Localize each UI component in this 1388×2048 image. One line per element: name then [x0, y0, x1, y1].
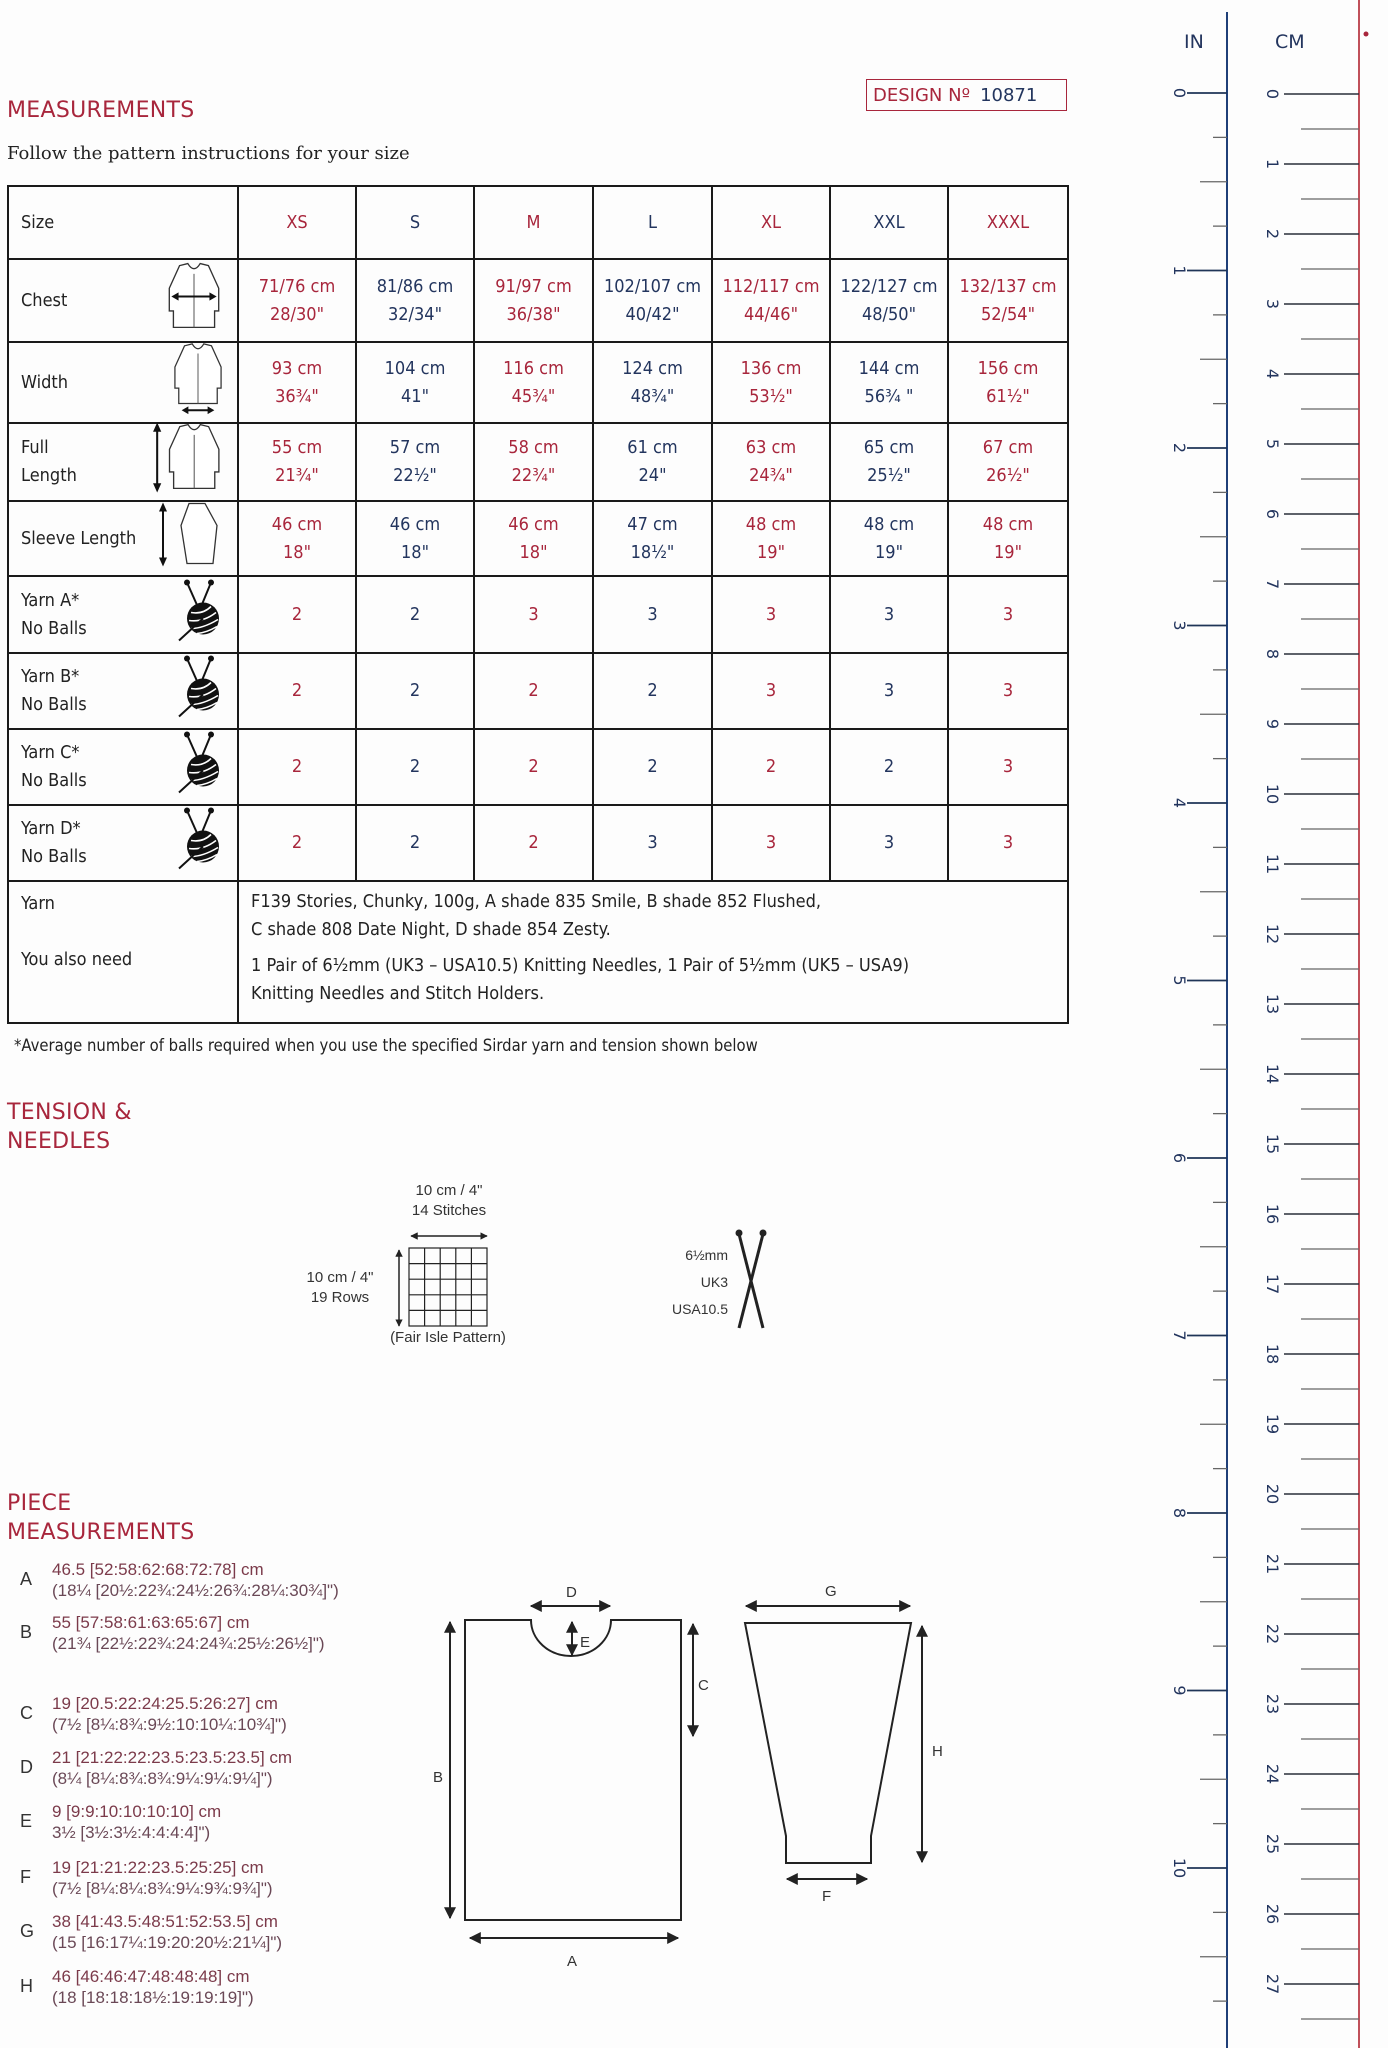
cm-value: 63 cm	[745, 437, 797, 458]
label-h: H	[932, 1743, 943, 1760]
inch-value: 56¾ "	[864, 385, 914, 407]
row-label: Full	[21, 437, 49, 458]
piece-letter: F	[20, 1867, 31, 1887]
piece-letter: C	[20, 1703, 33, 1723]
cm-value: 47 cm	[627, 513, 678, 535]
inch-value: 18"	[519, 541, 548, 563]
inch-tick-label: 3	[1170, 620, 1189, 631]
measurement-row-full-length	[8, 423, 1068, 501]
ruler-dot	[1364, 32, 1369, 37]
needles-description: 1 Pair of 6½mm (UK3 – USA10.5) Knitting Needles, 1 Pair of 5½mm (UK5 – USA9)	[251, 955, 910, 976]
length-garment-icon	[151, 422, 223, 503]
tension-stitches: 14 Stitches	[411, 1202, 487, 1219]
cm-value: 104 cm	[384, 357, 446, 379]
cm-tick-label: 11	[1263, 853, 1282, 875]
inch-value: 25½"	[867, 465, 911, 486]
inch-value: 61½"	[986, 385, 1030, 407]
cm-tick-label: 18	[1263, 1343, 1282, 1365]
cm-tick-label: 5	[1263, 438, 1282, 450]
body-piece-outline	[465, 1620, 681, 1920]
ball-count: 3	[883, 603, 895, 625]
ball-count: 2	[528, 832, 539, 853]
ball-count: 2	[647, 756, 658, 777]
tension-width-label	[404, 1181, 494, 1221]
yarn-description: F139 Stories, Chunky, 100g, A shade 835 Smile, B shade 852 Flushed,	[251, 891, 821, 912]
piece-cm: 46.5 [52:58:62:68:72:78] cm	[52, 1560, 264, 1579]
ball-count: 2	[765, 756, 777, 777]
no-balls-label: No Balls	[21, 770, 87, 791]
ball-count: 3	[765, 832, 777, 853]
label-b: B	[433, 1769, 444, 1786]
label-a: A	[567, 1953, 578, 1970]
piece-values	[52, 1559, 339, 1601]
label-c: C	[698, 1677, 709, 1694]
inch-tick-label: 4	[1170, 797, 1189, 809]
cm-tick-label: 8	[1263, 648, 1282, 660]
inch-value: 26½"	[986, 465, 1030, 486]
ball-count: 3	[883, 832, 895, 853]
piece-letter: H	[20, 1976, 33, 1996]
piece-inches: (7½ [8¼:8¼:8¾:9¼:9¾:9¾]")	[52, 1879, 273, 1898]
cm-tick-label: 22	[1263, 1623, 1282, 1645]
tension-height-measure: 10 cm / 4"	[306, 1269, 374, 1286]
piece-values	[52, 1801, 221, 1843]
cm-tick-label: 20	[1263, 1483, 1282, 1505]
label-d: D	[566, 1584, 577, 1601]
cm-value: 122/127 cm	[840, 275, 938, 297]
inch-tick-label: 10	[1170, 1857, 1189, 1879]
size-xl: XL	[760, 211, 782, 233]
cm-value: 48 cm	[745, 513, 797, 535]
ball-count: 2	[409, 832, 421, 853]
ball-count: 3	[647, 832, 658, 853]
inch-tick-label: 6	[1170, 1152, 1189, 1164]
cm-value: 46 cm	[508, 513, 559, 535]
cm-value: 71/76 cm	[258, 275, 336, 297]
size-xxl: XXL	[873, 211, 905, 233]
width-garment-icon	[173, 341, 223, 424]
inch-tick-label: 5	[1170, 975, 1189, 986]
cm-tick-label: 4	[1263, 368, 1282, 380]
inch-value: 53½"	[749, 385, 793, 407]
inch-value: 36¾"	[275, 385, 319, 407]
inch-tick-label: 2	[1170, 442, 1189, 454]
cm-tick-label: 3	[1263, 298, 1282, 310]
tension-width-measure: 10 cm / 4"	[415, 1182, 483, 1199]
row-label: Sleeve Length	[21, 527, 137, 549]
inch-value: 18"	[400, 541, 430, 563]
sleeve-piece-outline	[745, 1623, 911, 1863]
piece-heading-line2: MEASUREMENTS	[7, 1520, 195, 1545]
yarn-label: Yarn C*	[21, 742, 80, 763]
ball-count: 2	[528, 756, 539, 777]
ball-count: 2	[291, 832, 303, 853]
size-m: M	[526, 211, 541, 233]
cm-value: 65 cm	[863, 437, 915, 458]
measuring-ruler	[1140, 0, 1388, 2048]
footnote: *Average number of balls required when you use the specified Sirdar yarn and tension shown below	[14, 1036, 758, 1055]
cm-tick-label: 21	[1263, 1553, 1282, 1575]
inch-value: 24¾"	[749, 465, 793, 486]
label-g: G	[825, 1583, 837, 1600]
cm-tick-label: 25	[1263, 1833, 1282, 1855]
cm-value: 57 cm	[389, 437, 441, 458]
cm-value: 136 cm	[740, 357, 802, 379]
needle-uk: UK3	[700, 1274, 728, 1290]
inch-value: 18"	[282, 541, 312, 563]
tension-rows: 19 Rows	[310, 1289, 370, 1306]
piece-values	[52, 1857, 273, 1899]
piece-letter: D	[20, 1757, 33, 1777]
cm-value: 116 cm	[503, 357, 564, 379]
piece-inches: 3½ [3½:3½:4:4:4:4]")	[52, 1823, 211, 1842]
no-balls-label: No Balls	[21, 846, 87, 867]
inch-value: 24"	[638, 465, 667, 486]
piece-cm: 46 [46:46:47:48:48:48] cm	[52, 1967, 250, 1986]
ball-count: 3	[647, 603, 658, 625]
design-number: 10871	[980, 84, 1038, 106]
yarn-label: Yarn B*	[21, 666, 80, 687]
inch-value: 41"	[400, 385, 430, 407]
piece-cm: 19 [21:21:22:23.5:25:25] cm	[52, 1858, 264, 1877]
size-header-row	[8, 186, 1068, 259]
design-label: DESIGN Nº	[873, 84, 971, 106]
cm-value: 112/117 cm	[722, 275, 820, 297]
cm-value: 46 cm	[389, 513, 441, 535]
label-e: E	[580, 1634, 591, 1651]
ball-count: 3	[765, 680, 777, 701]
yarn-ball-icon	[173, 731, 223, 804]
piece-heading-line1: PIECE	[7, 1491, 72, 1516]
piece-inches: (15 [16:17¼:19:20:20½:21¼]")	[52, 1933, 283, 1952]
cm-tick-label: 6	[1263, 508, 1282, 520]
needle-us: USA10.5	[671, 1301, 728, 1317]
cm-tick-label: 16	[1263, 1203, 1282, 1225]
ball-count: 3	[528, 603, 539, 625]
cm-tick-label: 26	[1263, 1903, 1282, 1925]
cm-value: 61 cm	[627, 437, 678, 458]
piece-cm: 38 [41:43.5:48:51:52:53.5] cm	[52, 1912, 278, 1931]
size-label: Size	[21, 211, 55, 233]
inch-tick-label: 0	[1170, 87, 1189, 99]
piece-inches: (18 [18:18:18½:19:19:19]")	[52, 1988, 254, 2007]
piece-letter: A	[20, 1569, 33, 1589]
measurements-subtitle: Follow the pattern instructions for your size	[7, 143, 410, 164]
piece-letter: E	[20, 1811, 33, 1831]
cm-value: 58 cm	[508, 437, 559, 458]
inch-value: 36/38"	[506, 303, 561, 325]
size-s: S	[409, 211, 421, 233]
cm-value: 132/137 cm	[959, 275, 1057, 297]
yarn-ball-icon	[173, 807, 223, 880]
yarn-row	[8, 653, 1068, 729]
piece-letter: B	[20, 1622, 33, 1642]
ball-count: 2	[409, 680, 421, 701]
ball-count: 3	[765, 603, 777, 625]
yarn-row	[8, 729, 1068, 805]
inch-value: 48¾"	[630, 385, 675, 407]
tension-heading-line2: NEEDLES	[7, 1129, 111, 1154]
ball-count: 2	[647, 680, 658, 701]
measurement-row-chest	[8, 259, 1068, 342]
yarn-row	[8, 576, 1068, 653]
materials-row	[8, 881, 1068, 1023]
piece-inches: (21¾ [22½:22¾:24:24¾:25½:26½]")	[52, 1634, 325, 1653]
piece-diagram	[420, 1560, 1080, 1980]
inch-tick-label: 1	[1170, 265, 1189, 276]
cm-tick-label: 24	[1263, 1763, 1282, 1785]
inch-value: 44/46"	[743, 303, 799, 325]
yarn-ball-icon	[173, 655, 223, 728]
piece-inches: (7½ [8¼:8¾:9½:10:10¼:10¾]")	[52, 1715, 287, 1734]
ball-count: 2	[883, 756, 895, 777]
ball-count: 2	[409, 603, 421, 625]
row-label: Width	[21, 371, 69, 393]
design-number-box	[866, 79, 1067, 111]
needles-description: Knitting Needles and Stitch Holders.	[251, 983, 545, 1004]
row-label: Length	[21, 465, 77, 486]
cm-tick-label: 10	[1263, 783, 1282, 805]
piece-values	[52, 1966, 254, 2008]
no-balls-label: No Balls	[21, 694, 87, 715]
measurement-row-sleeve-length	[8, 501, 1068, 576]
cm-value: 55 cm	[271, 437, 323, 458]
cm-value: 144 cm	[858, 357, 920, 379]
ball-count: 2	[291, 756, 303, 777]
cm-tick-label: 15	[1263, 1133, 1282, 1155]
size-table	[7, 185, 1069, 1024]
yarn-label: Yarn D*	[21, 818, 81, 839]
piece-inches: (18¼ [20½:22¾:24½:26¾:28¼:30¾]")	[52, 1581, 339, 1600]
size-xxxl: XXXL	[986, 211, 1030, 233]
piece-values	[52, 1911, 282, 1953]
cm-tick-label: 14	[1263, 1063, 1282, 1085]
ball-count: 2	[291, 680, 303, 701]
tension-heading-line1: TENSION &	[7, 1100, 132, 1125]
swatch-grid	[409, 1248, 487, 1326]
ball-count: 3	[1002, 680, 1014, 701]
also-need-label: You also need	[21, 949, 133, 970]
piece-values	[52, 1693, 287, 1735]
piece-values	[52, 1612, 325, 1654]
row-label: Chest	[21, 289, 68, 311]
cm-tick-label: 7	[1263, 578, 1282, 590]
cm-tick-label: 9	[1263, 718, 1282, 730]
piece-cm: 9 [9:9:10:10:10:10] cm	[52, 1802, 222, 1821]
tension-pattern: (Fair Isle Pattern)	[390, 1329, 506, 1346]
cm-value: 91/97 cm	[495, 275, 572, 297]
cm-value: 156 cm	[977, 357, 1039, 379]
cm-value: 102/107 cm	[603, 275, 702, 297]
cm-value: 124 cm	[622, 357, 683, 379]
piece-inches: (8¼ [8¼:8¾:8¾:9¼:9¼:9¼]")	[52, 1769, 273, 1788]
ball-count: 3	[1002, 603, 1014, 625]
yarn-description: C shade 808 Date Night, D shade 854 Zesty.	[251, 919, 611, 940]
knitting-needles-icon	[733, 1228, 769, 1332]
cm-value: 81/86 cm	[376, 275, 454, 297]
cm-tick-label: 19	[1263, 1413, 1282, 1435]
needle-size-labels	[640, 1242, 728, 1323]
measurement-row-width	[8, 342, 1068, 423]
inch-value: 19"	[874, 541, 904, 563]
piece-cm: 55 [57:58:61:63:65:67] cm	[52, 1613, 250, 1632]
inch-value: 19"	[993, 541, 1023, 563]
ball-count: 3	[883, 680, 895, 701]
ball-count: 3	[1002, 756, 1014, 777]
yarn-label: Yarn A*	[21, 589, 80, 611]
cm-tick-label: 1	[1263, 158, 1282, 170]
ball-count: 2	[528, 680, 539, 701]
cm-label: CM	[1275, 31, 1305, 53]
cm-value: 93 cm	[271, 357, 323, 379]
inch-value: 32/34"	[387, 303, 443, 325]
tension-height-label	[296, 1268, 384, 1308]
size-l: L	[647, 211, 658, 233]
inch-value: 19"	[756, 541, 786, 563]
inch-value: 28/30"	[269, 303, 325, 325]
cm-tick-label: 0	[1263, 88, 1282, 100]
piece-cm: 19 [20.5:22:24:25.5:26:27] cm	[52, 1694, 278, 1713]
no-balls-label: No Balls	[21, 617, 87, 639]
yarn-materials-label: Yarn	[21, 893, 55, 914]
piece-cm: 21 [21:22:22:23.5:23.5:23.5] cm	[52, 1748, 293, 1767]
inch-tick-label: 7	[1170, 1330, 1189, 1341]
piece-values	[52, 1747, 292, 1789]
ball-count: 2	[409, 756, 421, 777]
label-f: F	[822, 1888, 832, 1905]
inch-tick-label: 8	[1170, 1507, 1189, 1519]
inch-label: IN	[1184, 31, 1204, 53]
tension-swatch-icon	[395, 1230, 495, 1330]
yarn-ball-icon	[173, 578, 223, 651]
inch-value: 21¾"	[275, 465, 319, 486]
tension-heading	[7, 1098, 132, 1156]
yarn-row	[8, 805, 1068, 881]
chest-garment-icon	[165, 261, 223, 340]
ball-count: 3	[1002, 832, 1014, 853]
cm-tick-label: 13	[1263, 993, 1282, 1015]
inch-value: 18½"	[630, 541, 675, 563]
cm-tick-label: 2	[1263, 228, 1282, 240]
cm-value: 48 cm	[982, 513, 1034, 535]
inch-value: 45¾"	[511, 385, 556, 407]
inch-value: 52/54"	[980, 303, 1036, 325]
sleeve-icon	[157, 501, 223, 576]
inch-tick-label: 9	[1170, 1685, 1189, 1696]
needle-size: 6½mm	[685, 1247, 728, 1263]
inch-value: 40/42"	[625, 303, 680, 325]
size-xs: XS	[286, 211, 308, 233]
cm-tick-label: 27	[1263, 1973, 1282, 1995]
measurements-heading: MEASUREMENTS	[7, 98, 195, 123]
piece-letter: G	[20, 1921, 35, 1941]
cm-value: 67 cm	[982, 437, 1034, 458]
cm-tick-label: 12	[1263, 923, 1282, 945]
inch-value: 48/50"	[861, 303, 917, 325]
inch-value: 22½"	[393, 465, 437, 486]
cm-value: 48 cm	[863, 513, 915, 535]
inch-value: 22¾"	[511, 465, 556, 486]
cm-tick-label: 23	[1263, 1693, 1282, 1715]
piece-measurements-heading	[7, 1489, 195, 1547]
cm-tick-label: 17	[1263, 1273, 1282, 1295]
ball-count: 2	[291, 603, 303, 625]
cm-value: 46 cm	[271, 513, 323, 535]
